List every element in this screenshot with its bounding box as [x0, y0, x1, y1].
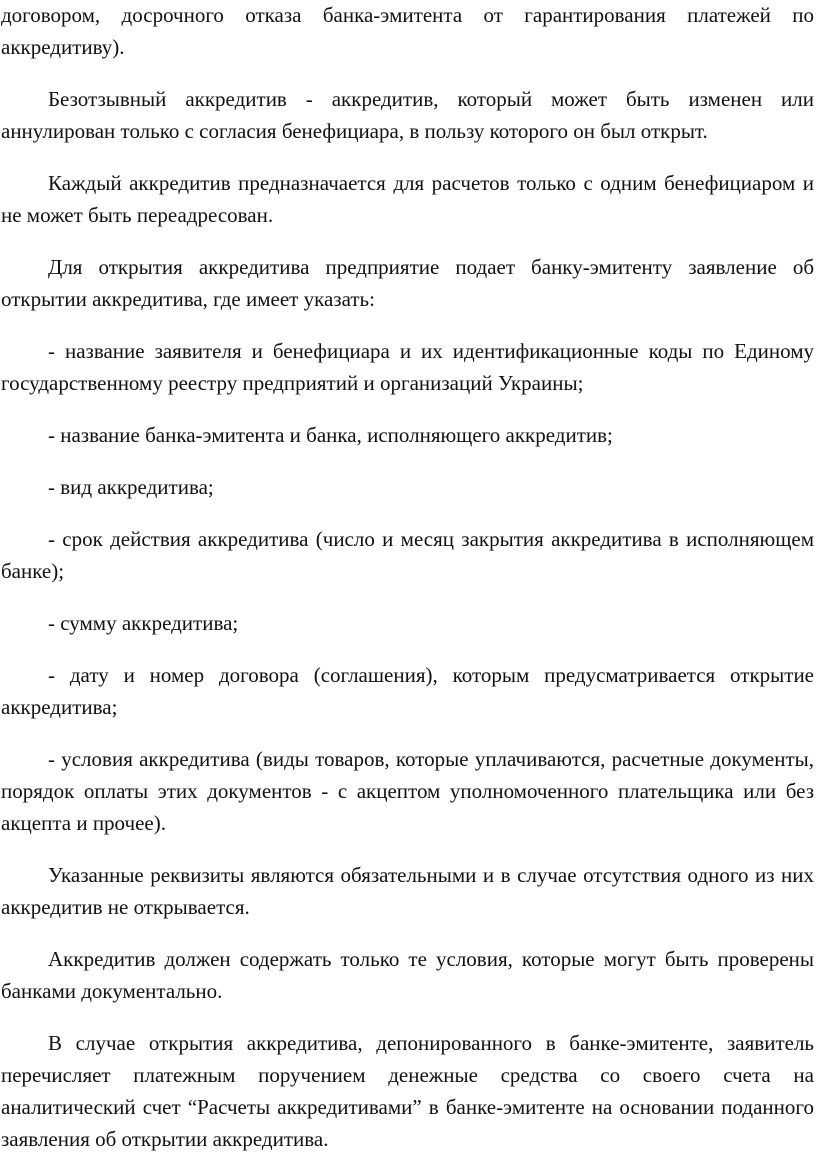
list-item-banks: - название банка-эмитента и банка, исполняющего аккредитив; [48, 423, 613, 447]
paragraph-mandatory-details: Указанные реквизиты являются обязательными и в случае отсутствия одного из них аккредитив не открывается. [1, 863, 814, 919]
paragraph-irrevocable-definition: Безотзывный аккредитив - аккредитив, который может быть изменен или аннулирован только с согласия бенефициара, в пользу которого он был открыт. [1, 87, 814, 143]
list-item-type: - вид аккредитива; [48, 475, 214, 499]
list-item-conditions: - условия аккредитива (виды товаров, которые уплачиваются, расчетные документы, порядок оплаты этих документов - с акцептом уполномоченного плательщика или без акцепта и прочее). [1, 747, 814, 835]
paragraph-single-beneficiary: Каждый аккредитив предназначается для расчетов только с одним бенефициаром и не может быть переадресован. [1, 171, 814, 227]
list-item-term: - срок действия аккредитива (число и месяц закрытия аккредитива в исполняющем банке); [1, 527, 814, 583]
paragraph-verifiable-conditions: Аккредитив должен содержать только те условия, которые могут быть проверены банками документально. [1, 947, 814, 1003]
paragraph-opening-application: Для открытия аккредитива предприятие подает банку-эмитенту заявление об открытии аккредитива, где имеет указать: [1, 255, 814, 311]
paragraph-deposited-accreditive: В случае открытия аккредитива, депонированного в банке-эмитенте, заявитель перечисляет платежным поручением денежные средства со своего счета на аналитический счет “Расчеты аккредитивами” в банке-эмитенте на основании поданного заявления об открытии аккредитива. [1, 1031, 814, 1151]
list-item-applicant-beneficiary: - название заявителя и бенефициара и их идентификационные коды по Единому государственному реестру предприятий и организаций Украины; [1, 339, 814, 395]
paragraph-continuation: договором, досрочного отказа банка-эмитента от гарантирования платежей по аккредитиву). [1, 3, 814, 59]
list-item-amount: - сумму аккредитива; [48, 611, 239, 635]
list-item-contract: - дату и номер договора (соглашения), которым предусматривается открытие аккредитива; [1, 663, 814, 719]
